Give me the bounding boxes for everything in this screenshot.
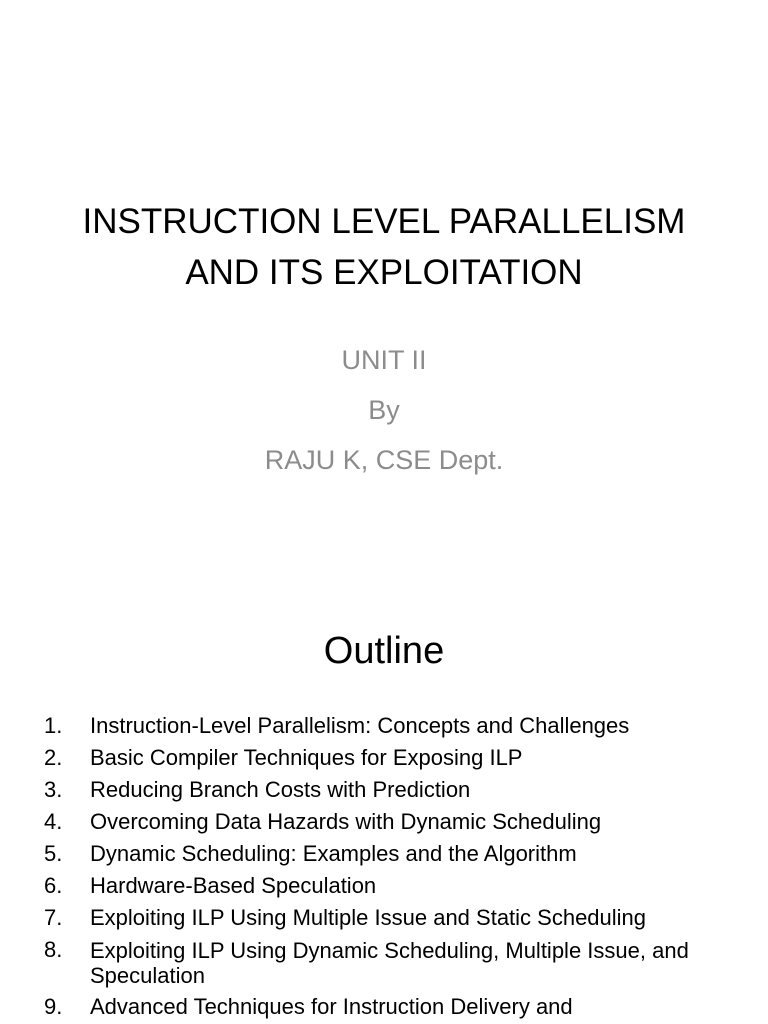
outline-item bbox=[44, 838, 734, 870]
outline-item bbox=[44, 774, 734, 806]
outline-item-number: 2. bbox=[44, 745, 63, 770]
title-line-2: AND ITS EXPLOITATION bbox=[185, 253, 583, 292]
outline-item-text: Hardware-Based Speculation bbox=[90, 873, 377, 898]
subtitle-block bbox=[0, 335, 768, 485]
outline-item-text: Dynamic Scheduling: Examples and the Algorithm bbox=[90, 841, 577, 866]
outline-item-number: 9. bbox=[44, 994, 63, 1019]
unit-label: UNIT II bbox=[341, 345, 427, 375]
outline-item-number: 8. bbox=[44, 937, 63, 962]
outline-item-number: 6. bbox=[44, 873, 63, 898]
outline-item bbox=[44, 902, 734, 934]
outline-item-text: Reducing Branch Costs with Prediction bbox=[90, 777, 471, 802]
outline-item-text: Basic Compiler Techniques for Exposing ILP bbox=[90, 745, 523, 770]
outline-item-number: 1. bbox=[44, 713, 63, 738]
author-label: RAJU K, CSE Dept. bbox=[264, 445, 504, 475]
outline-item-number: 5. bbox=[44, 841, 63, 866]
outline-item-text: Exploiting ILP Using Multiple Issue and Static Scheduling bbox=[90, 905, 647, 930]
outline-item bbox=[44, 991, 734, 1023]
outline-item bbox=[44, 870, 734, 902]
outline-item bbox=[44, 742, 734, 774]
by-label: By bbox=[368, 395, 400, 425]
outline-item-text: Advanced Techniques for Instruction Delivery and bbox=[90, 994, 573, 1019]
outline-item-text: Overcoming Data Hazards with Dynamic Scheduling bbox=[90, 809, 602, 834]
outline-heading: Outline bbox=[323, 630, 445, 672]
outline-item bbox=[44, 710, 734, 742]
outline-item-text: Instruction-Level Parallelism: Concepts and Challenges bbox=[90, 713, 630, 738]
title-line-1: INSTRUCTION LEVEL PARALLELISM bbox=[82, 202, 686, 241]
outline-item bbox=[44, 934, 734, 991]
outline-list bbox=[44, 710, 734, 1023]
outline-item-number: 3. bbox=[44, 777, 63, 802]
outline-item-text: Exploiting ILP Using Dynamic Scheduling, Multiple Issue, and Speculation bbox=[90, 938, 689, 988]
outline-item-number: 7. bbox=[44, 905, 63, 930]
outline-item bbox=[44, 806, 734, 838]
page-title bbox=[0, 196, 768, 298]
outline-item-number: 4. bbox=[44, 809, 63, 834]
